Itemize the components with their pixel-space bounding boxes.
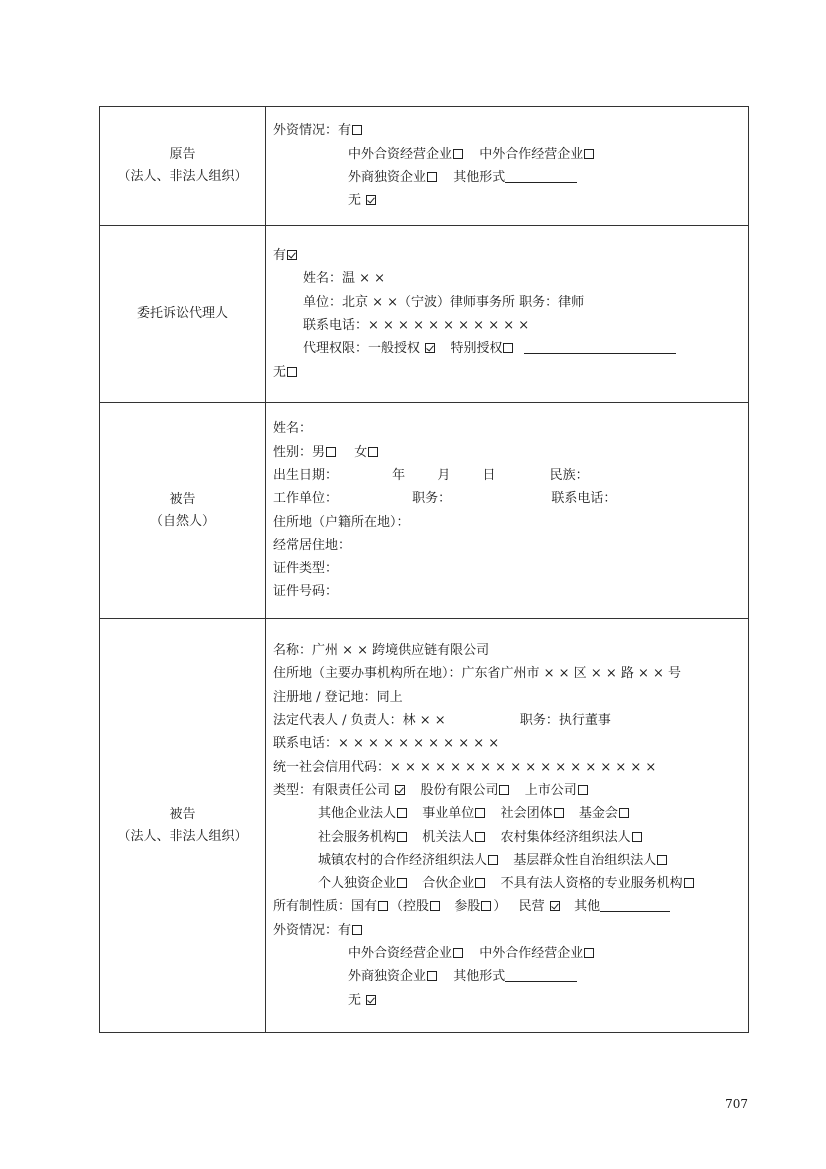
ownership-part-label: 参股: [454, 899, 481, 915]
type-public-inst-checkbox[interactable]: [475, 808, 485, 818]
agent-none-checkbox[interactable]: [287, 367, 297, 377]
general-authority-checkbox[interactable]: [425, 343, 435, 353]
org-foreign-line: [273, 919, 748, 942]
org-type-line-1: [273, 779, 748, 802]
ownership-other-blank[interactable]: [600, 897, 670, 912]
type-coop-label: 城镇农村的合作经济组织法人: [318, 852, 488, 868]
agent-unit: 单位：北京 × ×（宁波）律师事务所 职务：律师: [303, 294, 585, 310]
complaint-form-table: [99, 106, 749, 1033]
org-type-line-3: [273, 826, 748, 849]
defendant-org-label: 被告: [169, 806, 196, 822]
agent-has-checkbox[interactable]: [287, 250, 297, 260]
type-rural-collective-checkbox[interactable]: [632, 832, 642, 842]
person-name: 姓名：: [273, 421, 313, 437]
gender-male-label: 性别：男: [273, 444, 326, 460]
person-habitual: 经常居住地：: [273, 537, 352, 553]
birth-year-label: 年: [392, 467, 406, 483]
type-public-inst-label: 事业单位: [422, 806, 475, 822]
type-foundation-checkbox[interactable]: [619, 808, 629, 818]
plaintiff-label: 原告: [169, 147, 196, 162]
plaintiff-label-sub: （法人、非法人组织）: [117, 169, 248, 184]
foreign-none-label: 无: [348, 193, 362, 209]
type-llc-checkbox[interactable]: [395, 785, 405, 795]
org-other-form-blank[interactable]: [505, 967, 577, 982]
org-rep-position: 职务：执行董事: [519, 713, 611, 729]
org-name: 名称：广州 × × 跨境供应链有限公司: [273, 643, 490, 659]
plaintiff-row: [100, 107, 749, 226]
gender-female-checkbox[interactable]: [368, 447, 378, 457]
agent-phone: 联系电话：× × × × × × × × × × ×: [303, 318, 530, 333]
defendant-org-row: [100, 619, 749, 1033]
jv-equity-label: 中外合资经营企业: [348, 146, 453, 162]
ownership-holding-checkbox[interactable]: [430, 901, 440, 911]
org-rep-line: [273, 709, 748, 732]
foreign-capital-label: 外资情况：有: [273, 123, 352, 139]
agent-label-cell: [100, 226, 266, 403]
person-residence: 住所地（户籍所在地）：: [273, 514, 410, 530]
org-type-line-2: [273, 802, 748, 825]
person-gender-line: [273, 441, 748, 464]
birth-month-label: 月: [437, 467, 451, 483]
defendant-person-content: [266, 403, 749, 619]
org-rep-label: 法定代表人 / 负责人：林 × ×: [273, 713, 446, 729]
org-type-line-5: [273, 872, 748, 895]
special-authority-label: 特别授权: [450, 341, 503, 357]
person-birth-line: [273, 464, 748, 487]
type-coop-checkbox[interactable]: [488, 855, 498, 865]
general-authority-label: 代理权限：一般授权: [303, 341, 421, 357]
org-jv-coop-checkbox[interactable]: [584, 948, 594, 958]
work-unit-label: 工作单位：: [273, 491, 339, 507]
defendant-org-content: [266, 619, 749, 1033]
ownership-private-checkbox[interactable]: [550, 901, 560, 911]
type-grassroots-label: 基层群众性自治组织法人: [513, 852, 657, 868]
agent-has-line: [273, 244, 748, 267]
ownership-other-label: 其他: [574, 899, 601, 915]
gender-male-checkbox[interactable]: [326, 447, 336, 457]
ethnic-label: 民族：: [549, 467, 589, 483]
plaintiff-content: [266, 107, 749, 226]
foreign-none-line: [273, 189, 748, 212]
org-credit-code: 统一社会信用代码：× × × × × × × × × × × × × × × × × ×: [273, 759, 657, 775]
type-organ-checkbox[interactable]: [475, 832, 485, 842]
foreign-capital-line: [273, 119, 748, 142]
org-jv-line: [273, 942, 748, 965]
ownership-part-checkbox[interactable]: [481, 901, 491, 911]
defendant-person-row: [100, 403, 749, 619]
org-foreign-label: 外资情况：有: [273, 922, 352, 938]
jv-equity-checkbox[interactable]: [453, 149, 463, 159]
type-sole-prop-label: 个人独资企业: [318, 876, 397, 892]
plaintiff-label-cell: [100, 107, 266, 226]
person-id-number: 证件号码：: [273, 584, 339, 600]
type-joint-stock-label: 股份有限公司: [420, 782, 499, 798]
org-foreign-none-line: [273, 989, 748, 1012]
defendant-person-label-sub: （自然人）: [149, 513, 215, 529]
type-foundation-label: 基金会: [578, 806, 618, 822]
org-type-line-4: [273, 849, 748, 872]
ownership-state-label: 所有制性质：国有: [273, 899, 378, 915]
org-other-form-label: 其他形式: [453, 969, 506, 985]
type-listed-label: 上市公司: [524, 782, 577, 798]
wfoe-line: [273, 166, 748, 189]
org-wfoe-checkbox[interactable]: [427, 971, 437, 981]
ownership-close-paren: ）: [493, 899, 507, 915]
jv-coop-label: 中外合作经营企业: [479, 146, 584, 162]
defendant-person-label: 被告: [169, 491, 196, 507]
person-phone-label: 联系电话：: [551, 491, 617, 507]
org-jv-equity-checkbox[interactable]: [453, 948, 463, 958]
org-foreign-none-checkbox[interactable]: [366, 995, 376, 1005]
agent-row: [100, 226, 749, 403]
defendant-org-label-sub: （法人、非法人组织）: [117, 828, 248, 844]
jv-coop-checkbox[interactable]: [584, 149, 594, 159]
type-non-legal-checkbox[interactable]: [684, 878, 694, 888]
special-authority-checkbox[interactable]: [503, 343, 513, 353]
type-social-service-label: 社会服务机构: [318, 829, 397, 845]
org-jv-coop-label: 中外合作经营企业: [479, 945, 584, 961]
agent-label: 委托诉讼代理人: [136, 306, 228, 321]
type-social-org-checkbox[interactable]: [554, 808, 564, 818]
person-work-line: [273, 487, 748, 510]
type-rural-collective-label: 农村集体经济组织法人: [500, 829, 631, 845]
wfoe-checkbox[interactable]: [427, 172, 437, 182]
type-social-service-checkbox[interactable]: [397, 832, 407, 842]
type-social-org-label: 社会团体: [500, 806, 553, 822]
defendant-org-label-cell: [100, 619, 266, 1033]
foreign-yes-checkbox[interactable]: [352, 125, 362, 135]
agent-authority-line: [273, 337, 748, 360]
type-listed-checkbox[interactable]: [578, 785, 588, 795]
org-ownership-line: [273, 895, 748, 918]
jv-line: [273, 143, 748, 166]
foreign-none-checkbox[interactable]: [366, 195, 376, 205]
other-form-blank[interactable]: [505, 168, 577, 183]
gender-female-label: 女: [354, 444, 368, 460]
position-label: 职务：: [412, 491, 452, 507]
type-joint-stock-checkbox[interactable]: [499, 785, 509, 795]
type-non-legal-label: 不具有法人资格的专业服务机构: [500, 876, 683, 892]
special-authority-blank[interactable]: [524, 339, 676, 354]
type-grassroots-checkbox[interactable]: [657, 855, 667, 865]
ownership-private-label: 民营: [518, 899, 545, 915]
type-other-corp-label: 其他企业法人: [318, 806, 397, 822]
org-wfoe-line: [273, 965, 748, 988]
agent-has-label: 有: [273, 248, 287, 264]
type-partnership-label: 合伙企业: [422, 876, 475, 892]
person-id-type: 证件类型：: [273, 561, 339, 577]
defendant-person-label-cell: [100, 403, 266, 619]
wfoe-label: 外商独资企业: [348, 170, 427, 185]
org-foreign-none-label: 无: [348, 992, 362, 1008]
other-form-label: 其他形式: [453, 170, 506, 185]
type-sole-prop-checkbox[interactable]: [397, 878, 407, 888]
org-wfoe-label: 外商独资企业: [348, 969, 427, 985]
ownership-state-checkbox[interactable]: [378, 901, 388, 911]
org-jv-equity-label: 中外合资经营企业: [348, 945, 453, 961]
agent-none-line: [273, 361, 748, 384]
birth-day-label: 日: [482, 467, 496, 483]
birth-label: 出生日期：: [273, 467, 339, 483]
agent-content: [266, 226, 749, 403]
agent-name: 姓名：温 × ×: [303, 271, 386, 287]
org-address: 住所地（主要办事机构所在地）：广东省广州市 × × 区 × × 路 × × 号: [273, 666, 682, 682]
type-partnership-checkbox[interactable]: [475, 878, 485, 888]
page-number: 707: [725, 1097, 748, 1111]
org-registration: 注册地 / 登记地：同上: [273, 689, 403, 705]
org-phone: 联系电话：× × × × × × × × × × ×: [273, 736, 500, 752]
agent-none-label: 无: [273, 364, 287, 380]
type-llc-label: 类型：有限责任公司: [273, 782, 391, 798]
type-other-corp-checkbox[interactable]: [397, 808, 407, 818]
ownership-holding-label: （控股: [390, 899, 430, 915]
org-foreign-yes-checkbox[interactable]: [352, 925, 362, 935]
type-organ-label: 机关法人: [422, 829, 475, 845]
